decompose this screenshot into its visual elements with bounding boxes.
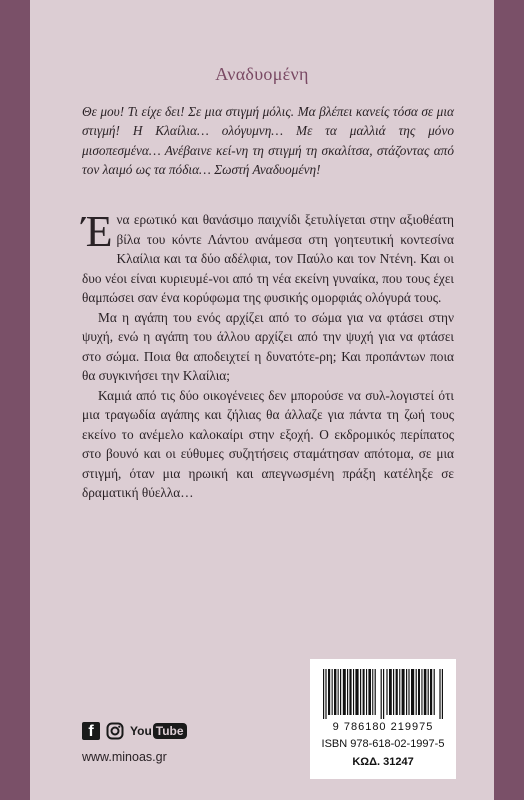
- youtube-icon[interactable]: [130, 723, 187, 739]
- synopsis-paragraph-2: Μα η αγάπη του ενός αρχίζει από το σώμα για να φτάσει στην ψυχή, ενώ η αγάπη του άλλου αρχίζει από την ψυχή για να φτάσει στο σώμα. Ποια θα αποδειχτεί η δυνατότε-ρη; Και προπάντων ποια θα συγκινήσει την Κλαίλια;: [82, 309, 454, 383]
- barcode-number: 9 786180 219975: [332, 721, 434, 733]
- website-link[interactable]: www.minoas.gr: [82, 750, 167, 764]
- paragraph-1-text: να ερωτικό και θανάσιμο παιχνίδι ξετυλίγεται στην αξιοθέατη βίλα του κόντε Λάντου ανάμεσα στη γοητευτική κοντεσίνα Κλαίλια και τα δύο αδέλφια, τον Παύλο και τον Ντένη. Και οι δυο νέοι είναι κυριευμέ-νοι από τη νέα εκείνη γυναίκα, που τους έχει θαμπώσει σαν ένα κορύφωμα της φυσικής ομορφιάς ολόγυρά τους.: [82, 212, 454, 305]
- instagram-glyph: [106, 722, 124, 740]
- text-panel: [30, 0, 494, 800]
- synopsis: [82, 207, 454, 503]
- youtube-you: You: [130, 724, 152, 738]
- social-icons: [82, 722, 187, 740]
- instagram-icon[interactable]: [106, 722, 124, 740]
- synopsis-paragraph-3: Καμιά από τις δύο οικογένειες δεν μπορούσε να συλ-λογιστεί ότι μια τραγωδία αγάπης και ζήλιας θα άλλαζε για πάντα τη ζωή τους εκείνο το ανέμελο καλοκαίρι στην εξοχή. Ο εκδρομικός περίπατος στο βουνό και οι εύθυμες συζητήσεις σταμάτησαν απότομα, σε μια στιγμή, όταν μια ηρωική και απεγνωσμένη πράξη κατέληξε σε δραματική θύελλα…: [82, 387, 454, 500]
- synopsis-paragraph-1: [82, 207, 454, 308]
- youtube-tube: Tube: [153, 723, 187, 739]
- book-title: Αναδυομένη: [215, 64, 309, 84]
- barcode-bars: [323, 669, 443, 719]
- product-code: ΚΩΔ. 31247: [352, 756, 414, 768]
- excerpt-quote: Θε μου! Τι είχε δει! Σε μια στιγμή μόλις. Μα βλέπει κανείς τόσα σε μια στιγμή! Η Κλαίλια… ολόγυμνη… Με τα μαλλιά της μόνο μισοπεσμένα… Ανέβαινε κεί-νη τη στιγμή τη σκαλίτσα, στάζοντας από τον λαιμό ως τα πόδια… Σωστή Αναδυομένη!: [82, 104, 454, 178]
- drop-cap: Έ: [82, 207, 113, 256]
- barcode-block: [310, 659, 456, 779]
- isbn-text: ISBN 978-618-02-1997-5: [321, 738, 445, 750]
- facebook-icon[interactable]: f: [82, 722, 100, 740]
